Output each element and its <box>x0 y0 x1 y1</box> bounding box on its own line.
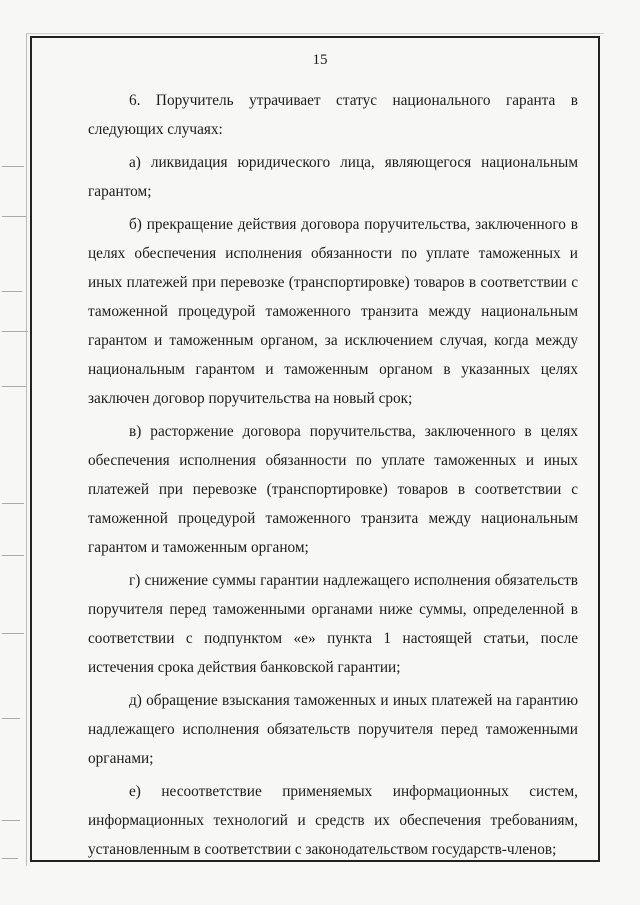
scan-artifact <box>2 820 20 821</box>
paragraph-item-a: а) ликвидация юридического лица, являющегося национальным гарантом; <box>88 154 578 200</box>
scan-artifact <box>2 216 26 217</box>
document-body <box>88 86 578 868</box>
scan-artifact <box>2 386 26 387</box>
scan-artifact <box>2 331 28 332</box>
scan-artifact <box>2 858 18 859</box>
paragraph-item-g: г) снижение суммы гарантии надлежащего исполнения обязательств поручителя перед таможенными органами ниже суммы, определенной в соответствии с подпунктом «е» пункта 1 настоящей статьи, после истечения срока действия банковской гарантии; <box>88 572 578 676</box>
scan-artifact <box>2 291 22 292</box>
paragraph-6: 6. Поручитель утрачивает статус национального гаранта в следующих случаях: <box>88 92 578 138</box>
page-number: 15 <box>312 52 328 68</box>
paragraph-item-b: б) прекращение действия договора поручительства, заключенного в целях обеспечения исполнения обязанности по уплате таможенных и иных платежей при перевозке (транспортировке) товаров в соответствии с таможенной процедурой таможенного транзита между национальным гарантом и таможенным органом, за исключением случая, когда между национальным гарантом и таможенным органом в указанных целях заключен договор поручительства на новый срок; <box>88 216 578 407</box>
scan-artifact <box>2 503 24 504</box>
scan-artifact <box>2 633 24 634</box>
scan-artifact <box>2 166 24 167</box>
scan-artifact <box>2 555 24 556</box>
paragraph-item-d: д) обращение взыскания таможенных и иных платежей на гарантию надлежащего исполнения обязательств поручителя перед таможенными органами; <box>88 692 578 767</box>
paragraph-item-e: е) несоответствие применяемых информационных систем, информационных технологий и средств их обеспечения требованиям, установленным в соответствии с законодательством государств-членов; <box>88 783 578 858</box>
paragraph-item-v: в) расторжение договора поручительства, заключенного в целях обеспечения исполнения обязанности по уплате таможенных и иных платежей при перевозке (транспортировке) товаров в соответствии с таможенной процедурой таможенного транзита между национальным гарантом и таможенным органом; <box>88 423 578 556</box>
scan-artifact <box>2 718 20 719</box>
